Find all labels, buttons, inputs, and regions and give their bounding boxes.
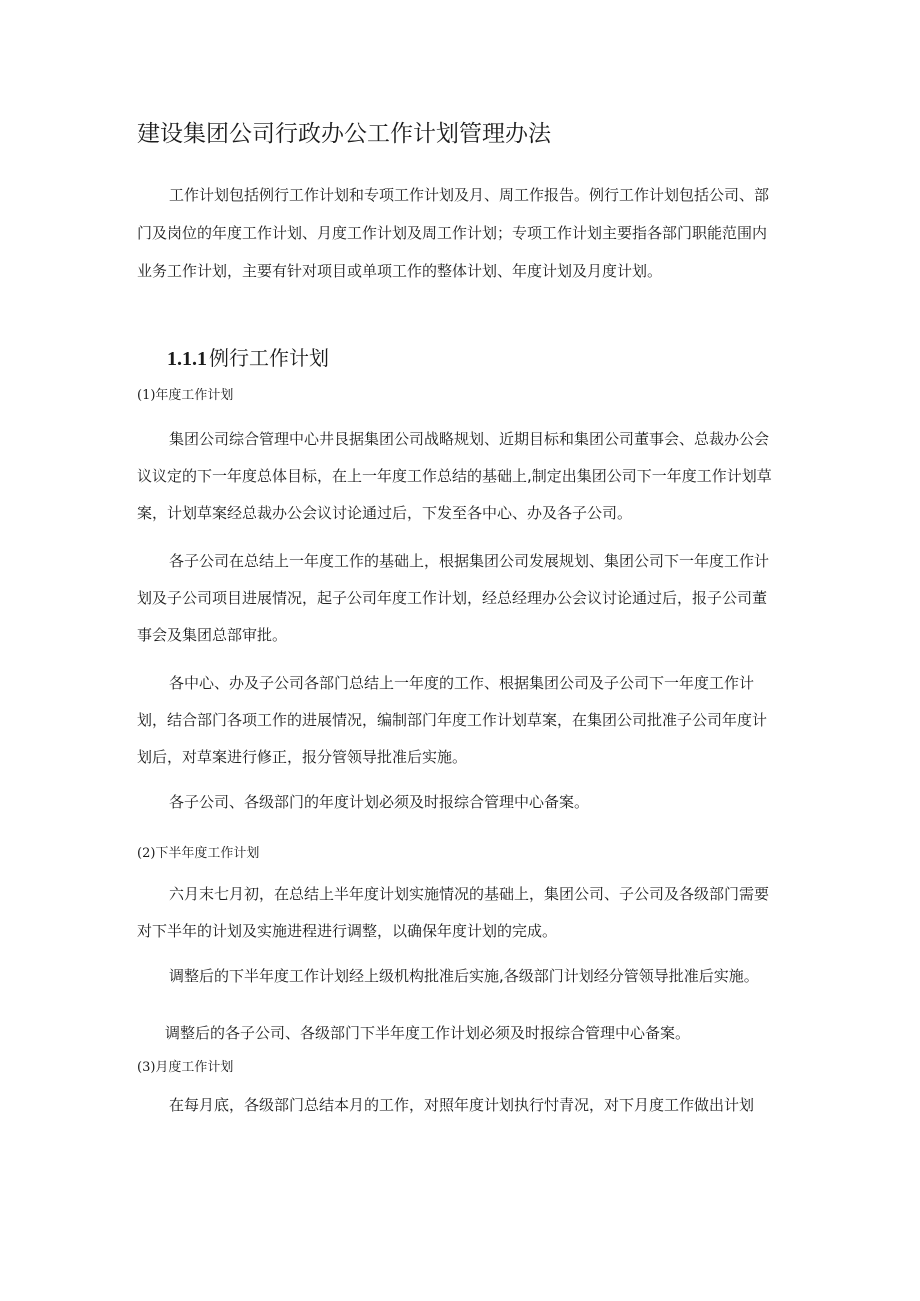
halfyear-paragraph-3: 调整后的各子公司、各级部门下半年度工作计划必须及时报综合管理中心备案。 [165,1024,691,1042]
annual-plan-heading: (1)年度工作计划 [137,388,234,403]
section-title: 例行工作计划 [209,346,329,370]
section-number: 1.1.1 [167,348,207,370]
halfyear-plan-heading: (2)下半年度工作计划 [137,846,260,861]
section-heading [167,343,329,374]
annual-paragraph-2: 各子公司在总结上一年度工作的基础上，根据集团公司发展规划、集团公司下一年度工作计划及子公司项目进展情况，起子公司年度工作计划，经总经理办公会议讨论通过后，报子公司董事会及集团总部审批。 [137,552,770,644]
monthly-plan-heading: (3)月度工作计划 [137,1060,234,1075]
annual-paragraph-4: 各子公司、各级部门的年度计划必须及时报综合管理中心备案。 [169,793,590,811]
annual-paragraph-3: 各中心、办及子公司各部门总结上一年度的工作、根据集团公司及子公司下一年度工作计划，结合部门各项工作的进展情况，编制部门年度工作计划草案，在集团公司批准子公司年度计划后，对草案进行修正，报分管领导批准后实施。 [137,674,768,766]
intro-paragraph: 工作计划包括例行工作计划和专项工作计划及月、周工作报告。例行工作计划包括公司、部门及岗位的年度工作计划、月度工作计划及周工作计划；专项工作计划主要指各部门职能范围内业务工作计划，主要有针对项目或单项工作的整体计划、年度计划及月度计划。 [137,186,770,280]
document-title: 建设集团公司行政办公工作计划管理办法 [137,121,551,147]
monthly-paragraph-1: 在每月底，各级部门总结本月的工作，对照年度计划执行忖青况，对下月度工作做出计划 [169,1096,755,1114]
halfyear-paragraph-2: 调整后的下半年度工作计划经上级机构批准后实施,各级部门计划经分管领导批准后实施。 [169,967,759,985]
halfyear-paragraph-1: 六月末七月初，在总结上半年度计划实施情况的基础上，集团公司、子公司及各级部门需要对下半年的计划及实施进程进行调整，以确保年度计划的完成。 [137,885,770,940]
annual-paragraph-1: 集团公司综合管理中心井艮据集团公司战略规划、近期目标和集团公司董事会、总裁办公会议议定的下一年度总体目标，在上一年度工作总结的基础上,制定出集团公司下一年度工作计划草案，计划草案经总裁办公会议讨论通过后，下发至各中心、办及各子公司。 [137,430,772,522]
